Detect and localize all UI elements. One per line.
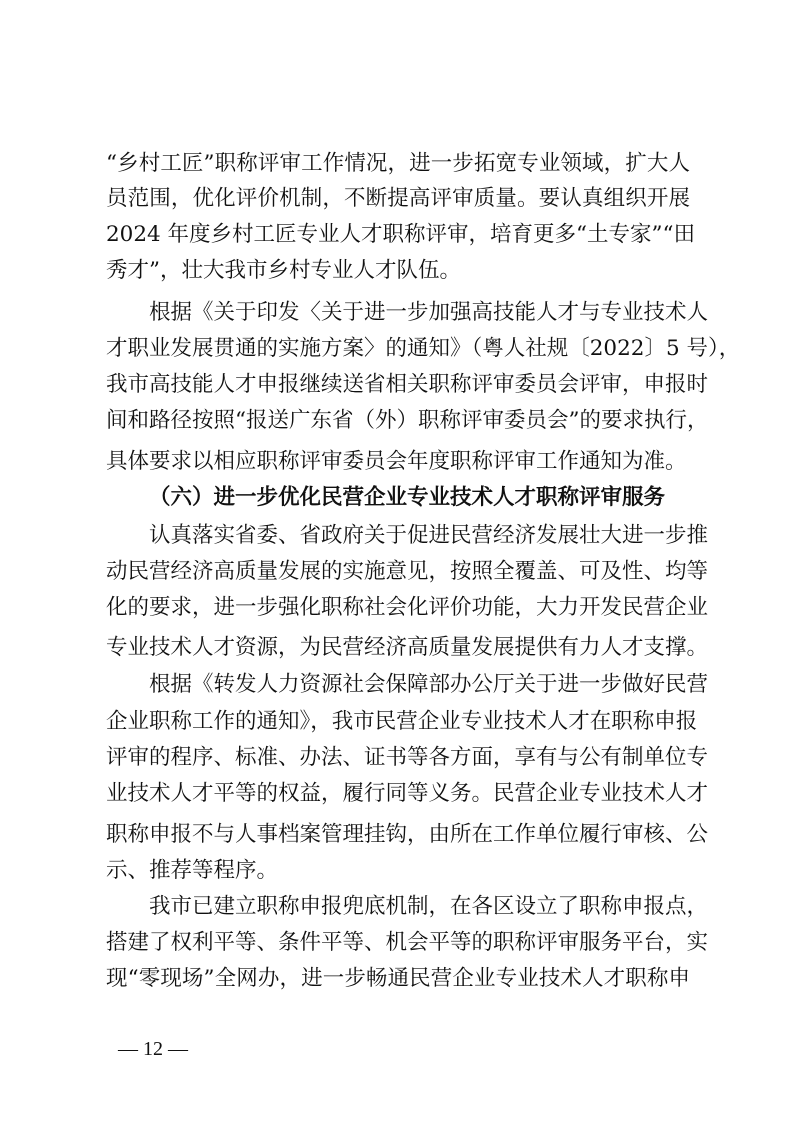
body-line: “乡村工匠”职称评审工作情况，进一步拓宽专业领域，扩大人 — [106, 151, 690, 176]
body-line: 业技术人才平等的权益，履行同等义务。民营企业专业技术人才 — [106, 781, 709, 806]
page-number: — 12 — — [118, 1038, 188, 1060]
body-line: 现“零现场”全网办，进一步畅通民营企业专业技术人才职称申 — [106, 966, 690, 991]
body-line: 我市已建立职称申报兜底机制，在各区设立了职称申报点， — [149, 894, 709, 919]
body-line: 间和路径按照“报送广东省（外）职称评审委员会”的要求执行， — [106, 408, 709, 433]
body-line: 我市高技能人才申报继续送省相关职称评审委员会评审，申报时 — [106, 372, 709, 397]
body-line: 职称申报不与人事档案管理挂钩，由所在工作单位履行审核、公 — [106, 822, 709, 847]
body-line: 认真落实省委、省政府关于促进民营经济发展壮大进一步推 — [149, 523, 709, 548]
body-line: 才职业发展贯通的实施方案〉的通知》（粤人社规〔2022〕5 号）， — [106, 336, 741, 361]
body-line: 员范围，优化评价机制，不断提高评审质量。要认真组织开展 — [106, 186, 690, 211]
body-line: 企业职称工作的通知》，我市民营企业专业技术人才在职称申报 — [106, 709, 698, 734]
section-heading: （六）进一步优化民营企业专业技术人才职称评审服务 — [149, 485, 666, 510]
body-line: 示、推荐等程序。 — [106, 858, 279, 883]
body-line: 根据《转发人力资源社会保障部办公厅关于进一步做好民营 — [149, 672, 709, 697]
body-line: 具体要求以相应职称评审委员会年度职称评审工作通知为准。 — [106, 449, 687, 474]
body-line: 搭建了权利平等、条件平等、机会平等的职称评审服务平台，实 — [106, 930, 709, 955]
body-line: 专业技术人才资源，为民营经济高质量发展提供有力人才支撑。 — [106, 635, 709, 660]
body-line: 评审的程序、标准、办法、证书等各方面，享有与公有制单位专 — [106, 745, 709, 770]
body-line: 秀才”，壮大我市乡村专业人才队伍。 — [106, 258, 461, 283]
body-line: 化的要求，进一步强化职称社会化评价功能，大力开发民营企业 — [106, 595, 709, 620]
body-line: 根据《关于印发〈关于进一步加强高技能人才与专业技术人 — [149, 300, 709, 325]
body-line: 动民营经济高质量发展的实施意见，按照全覆盖、可及性、均等 — [106, 559, 709, 584]
body-line: 2024 年度乡村工匠专业人才职称评审，培育更多“土专家”“田 — [106, 222, 696, 247]
